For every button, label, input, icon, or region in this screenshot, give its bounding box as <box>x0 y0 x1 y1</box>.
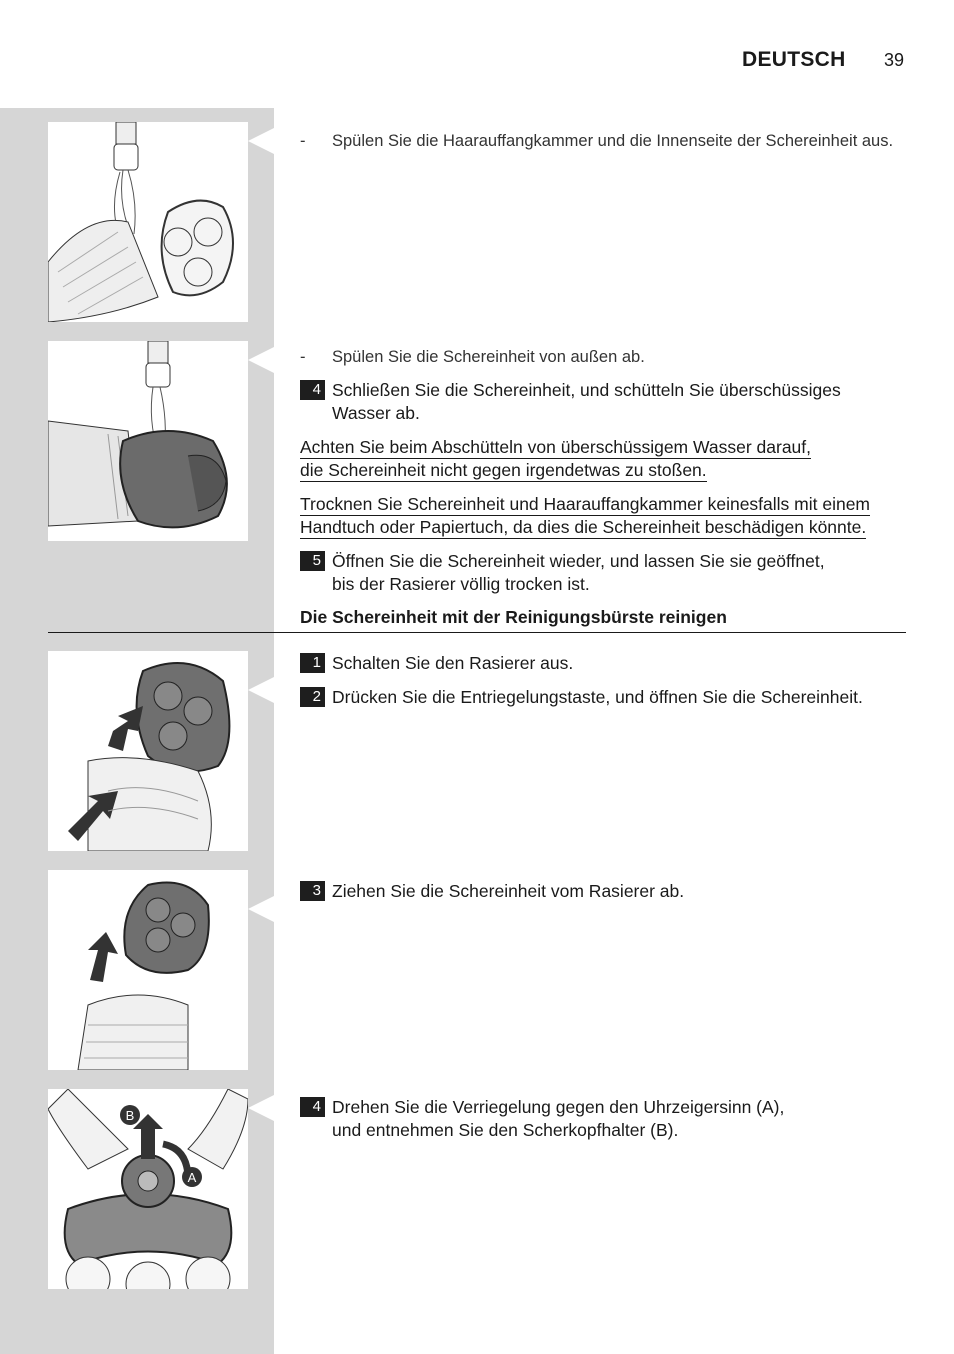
step-line: Ziehen Sie die Schereinheit vom Rasierer ab. <box>332 881 685 901</box>
step-3-remove <box>300 880 906 903</box>
list-dash: - <box>300 348 306 366</box>
figure-turn-lock <box>48 1089 248 1289</box>
step-line: Öffnen Sie die Schereinheit wieder, und lassen Sie sie geöffnet, <box>332 551 825 571</box>
figure-pointer <box>248 128 274 154</box>
caution-line: Achten Sie beim Abschütteln von überschüssigem Wasser darauf, <box>300 437 812 457</box>
step-1-switch-off <box>300 652 906 675</box>
list-text: Spülen Sie die Haarauffangkammer und die Innenseite der Schereinheit aus. <box>332 132 894 150</box>
step-line: und entnehmen Sie den Scherkopfhalter (B). <box>332 1120 679 1140</box>
step-number: 3 <box>300 881 325 901</box>
step-number: 1 <box>300 653 325 673</box>
language-heading: DEUTSCH <box>742 48 846 71</box>
caution-line: Trocknen Sie Schereinheit und Haarauffangkammer keinesfalls mit einem <box>300 494 871 514</box>
figure-open-unit <box>48 651 248 851</box>
step-line: Drehen Sie die Verriegelung gegen den Uhrzeigersinn (A), <box>332 1097 785 1117</box>
step-number: 5 <box>300 551 325 571</box>
figure-pointer <box>248 347 274 373</box>
list-item <box>300 130 893 152</box>
list-item <box>300 346 645 368</box>
figure-pointer <box>248 896 274 922</box>
step-4-turn-lock <box>300 1096 906 1142</box>
figure-remove-unit <box>48 870 248 1070</box>
label-a: A <box>187 1170 197 1185</box>
list-text: Spülen Sie die Schereinheit von außen ab. <box>332 348 645 366</box>
step-line: Schließen Sie die Schereinheit, und schütteln Sie überschüssiges <box>332 380 841 400</box>
caution-line: die Schereinheit nicht gegen irgendetwas zu stoßen. <box>300 460 707 480</box>
step-number: 4 <box>300 1097 325 1117</box>
figure-rinse-outside <box>48 341 248 541</box>
step-line: bis der Rasierer völlig trocken ist. <box>332 574 590 594</box>
page-number: 39 <box>884 50 905 70</box>
figure-rinse-inside <box>48 122 248 322</box>
step-5-open <box>300 550 906 596</box>
caution-note <box>300 493 906 539</box>
step-line: Schalten Sie den Rasierer aus. <box>332 653 574 673</box>
section-title: Die Schereinheit mit der Reinigungsbürste reinigen <box>300 607 727 627</box>
label-b: B <box>125 1108 135 1123</box>
list-dash: - <box>300 132 306 150</box>
step-number: 4 <box>300 380 325 400</box>
step-2-release <box>300 686 906 709</box>
step-line: Drücken Sie die Entriegelungstaste, und öffnen Sie die Schereinheit. <box>332 687 863 707</box>
section-divider <box>48 632 906 633</box>
figure-pointer <box>248 1095 274 1121</box>
figure-pointer <box>248 677 274 703</box>
step-4-close <box>300 379 906 425</box>
step-number: 2 <box>300 687 325 707</box>
step-line: Wasser ab. <box>332 403 420 423</box>
caution-line: Handtuch oder Papiertuch, da dies die Schereinheit beschädigen könnte. <box>300 517 867 537</box>
caution-note <box>300 436 906 482</box>
